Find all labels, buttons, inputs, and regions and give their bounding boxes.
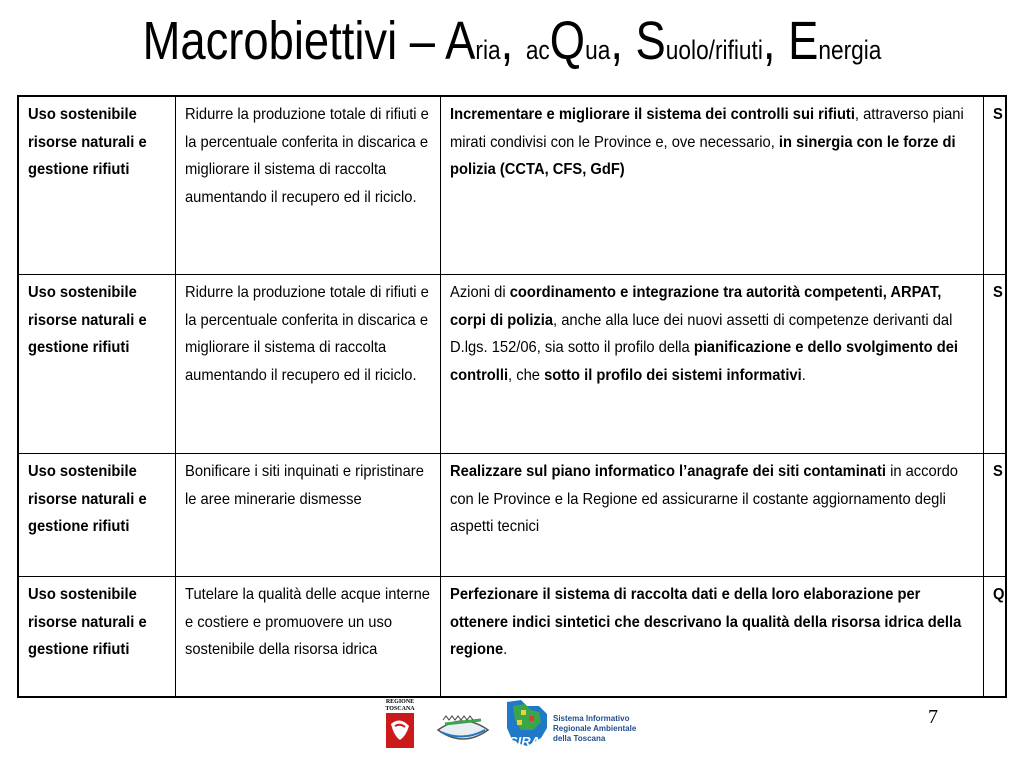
title-e-rest: nergia xyxy=(818,35,882,65)
svg-text:SIRA: SIRA xyxy=(509,734,541,749)
page-number: 7 xyxy=(928,706,938,728)
bold-text-run: in sinergia con le forze di polizia (CCTA, CFS, GdF) xyxy=(450,133,957,178)
table-row xyxy=(18,454,1006,577)
objective-cell: Ridurre la produzione totale di rifiuti e la percentuale conferita in discarica e migliorare il sistema di raccolta aumentando il recupero ed il riciclo. xyxy=(175,275,441,454)
logos-svg xyxy=(383,694,643,756)
text-run: , che xyxy=(508,366,545,384)
title-a-rest: ria xyxy=(475,35,501,65)
footer-logos xyxy=(383,694,643,756)
code-cell: S xyxy=(983,96,1006,275)
bold-text-run: Realizzare sul piano informatico l’anagrafe dei siti contaminati xyxy=(450,463,887,480)
bold-text-run: pianificazione e dello svolgimento dei controlli xyxy=(450,339,959,384)
svg-text:Sistema Informativo: Sistema Informativo xyxy=(553,714,630,723)
area-cell: Uso sostenibile risorse naturali e gestione rifiuti xyxy=(18,96,175,275)
svg-text:REGIONE: REGIONE xyxy=(385,699,415,705)
bold-text-run: sotto il profilo dei sistemi informativi xyxy=(544,366,803,384)
title-e-cap: E xyxy=(788,11,819,71)
title-sep-2: , xyxy=(610,11,636,71)
slide-title xyxy=(82,11,942,71)
action-cell xyxy=(441,577,983,698)
text-run: . xyxy=(802,366,807,384)
title-main: Macrobiettivi – xyxy=(142,11,446,71)
title-s-cap: S xyxy=(635,11,666,71)
action-cell xyxy=(441,454,983,577)
text-run: , attraverso piani mirati condivisi con le Province e, ove necessario, xyxy=(450,106,965,151)
svg-text:Regionale Ambientale: Regionale Ambientale xyxy=(553,724,637,733)
bold-text-run: coordinamento e integrazione tra autorità competenti, ARPAT, corpi di polizia xyxy=(450,284,942,329)
text-run: Azioni di xyxy=(450,284,511,301)
title-q-pre: ac xyxy=(525,35,550,65)
text-run: , anche alla luce dei nuovi assetti di competenze derivanti dal D.lgs. 152/06, sia sotto il profilo della xyxy=(450,311,953,356)
svg-text:TOSCANA: TOSCANA xyxy=(385,706,415,712)
code-cell: Q xyxy=(983,577,1006,698)
title-sep-1: , xyxy=(500,11,526,71)
regione-toscana-logo xyxy=(385,699,415,748)
text-run: in accordo con le Province e la Regione ed assicurarne il costante aggiornamento degli aspetti tecnici xyxy=(450,463,959,535)
objective-cell: Bonificare i siti inquinati e ripristinare le aree minerarie dismesse xyxy=(175,454,441,577)
wave-emblem-icon xyxy=(438,716,488,739)
area-cell: Uso sostenibile risorse naturali e gestione rifiuti xyxy=(18,577,175,698)
title-q-cap: Q xyxy=(549,11,586,71)
area-cell: Uso sostenibile risorse naturali e gestione rifiuti xyxy=(18,275,175,454)
table-row xyxy=(18,275,1006,454)
action-cell xyxy=(441,275,983,454)
code-cell: S xyxy=(983,275,1006,454)
area-cell: Uso sostenibile risorse naturali e gestione rifiuti xyxy=(18,454,175,577)
title-q-rest: ua xyxy=(585,35,611,65)
svg-text:della Toscana: della Toscana xyxy=(553,734,606,743)
objectives-table xyxy=(17,95,1007,698)
title-a-cap: A xyxy=(445,11,476,71)
objective-cell: Tutelare la qualità delle acque interne e costiere e promuovere un uso sostenibile della risorsa idrica xyxy=(175,577,441,698)
table-row xyxy=(18,96,1006,275)
title-s-rest: uolo/rifiuti xyxy=(665,35,763,65)
text-run: . xyxy=(503,641,508,658)
bold-text-run: Incrementare e migliorare il sistema dei controlli sui rifiuti xyxy=(450,106,856,123)
bold-text-run: Perfezionare il sistema di raccolta dati e della loro elaborazione per ottenere indici sintetici che descrivano la qualità della risorsa idrica della regione xyxy=(450,586,962,658)
sira-logo xyxy=(507,700,637,749)
table-row xyxy=(18,577,1006,698)
objective-cell: Ridurre la produzione totale di rifiuti e la percentuale conferita in discarica e migliorare il sistema di raccolta aumentando il recupero ed il riciclo. xyxy=(175,96,441,275)
code-cell: S xyxy=(983,454,1006,577)
title-sep-3: , xyxy=(762,11,789,71)
action-cell xyxy=(441,96,983,275)
